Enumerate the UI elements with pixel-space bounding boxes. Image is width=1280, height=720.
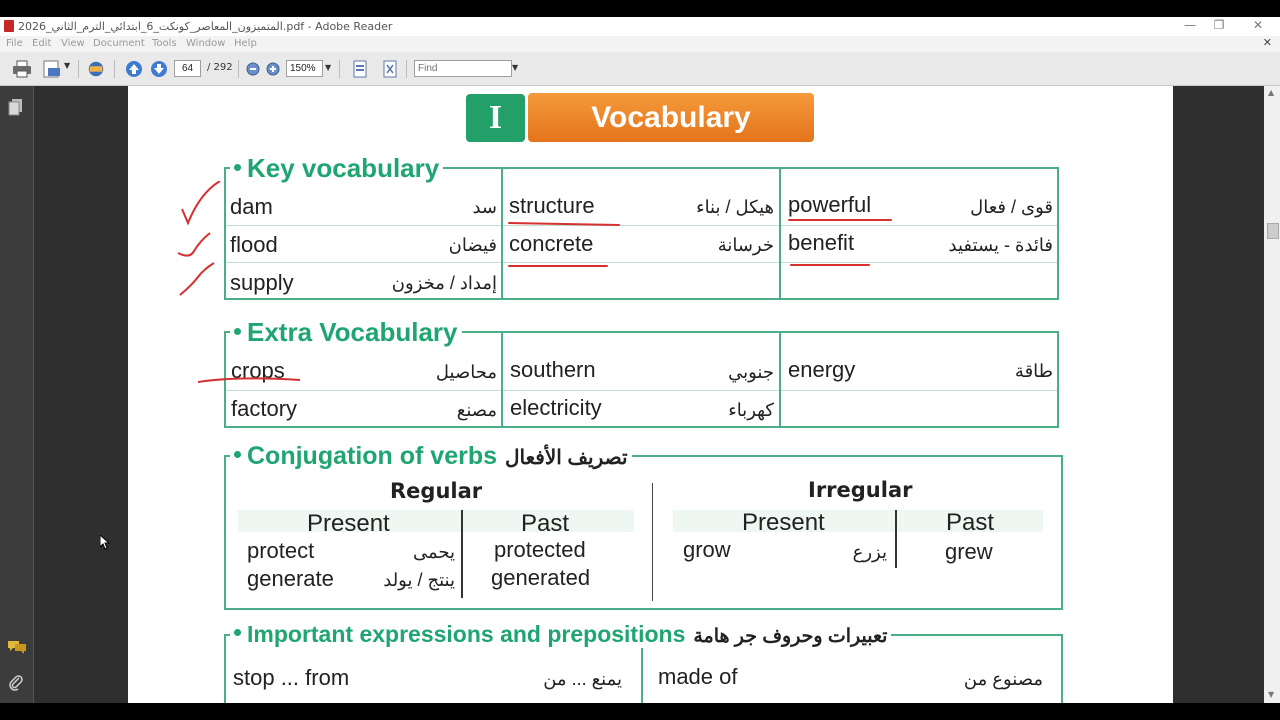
print-icon[interactable] bbox=[12, 59, 32, 79]
toolbar-separator bbox=[78, 60, 79, 78]
handwritten-underline bbox=[198, 374, 308, 388]
verb-past: generated bbox=[491, 565, 591, 590]
close-document-button[interactable]: ✕ bbox=[1262, 36, 1272, 49]
verb-translation: يحمى bbox=[412, 542, 455, 562]
zoom-level-input[interactable] bbox=[286, 60, 323, 77]
vocab-word: concrete bbox=[509, 231, 594, 256]
bullet-dot bbox=[234, 164, 241, 171]
expression: stop ... from bbox=[233, 665, 350, 690]
handwritten-underline bbox=[788, 219, 892, 221]
vocab-translation: كهرباء bbox=[728, 400, 774, 420]
verb-past: grew bbox=[945, 539, 993, 564]
save-icon[interactable] bbox=[42, 59, 62, 79]
vocab-translation: طاقة bbox=[1014, 361, 1053, 381]
verb-past: protected bbox=[494, 537, 586, 562]
conjugation-title bbox=[230, 442, 632, 471]
irregular-header: Irregular bbox=[808, 478, 913, 502]
extra-vocabulary-title bbox=[230, 317, 462, 348]
vocab-word: crops bbox=[231, 358, 285, 383]
comments-icon[interactable] bbox=[7, 639, 27, 659]
pdf-page bbox=[128, 86, 1173, 703]
menu-document[interactable]: Document bbox=[93, 38, 145, 49]
expression-translation: يمنع ... من bbox=[543, 669, 622, 689]
column-divider bbox=[779, 167, 781, 300]
collaborate-icon[interactable] bbox=[86, 59, 106, 79]
attachments-icon[interactable] bbox=[8, 674, 24, 696]
verb-present: protect bbox=[247, 538, 315, 563]
bullet-dot bbox=[234, 629, 241, 636]
vocab-word: structure bbox=[509, 193, 595, 218]
next-page-icon[interactable] bbox=[149, 59, 169, 79]
column-divider bbox=[501, 331, 503, 428]
scrollbar-thumb[interactable] bbox=[1267, 223, 1279, 239]
zoom-out-icon[interactable] bbox=[243, 59, 263, 79]
row-divider bbox=[226, 262, 1057, 263]
expression: made of bbox=[658, 664, 738, 689]
key-vocabulary-title-text: Key vocabulary bbox=[247, 153, 440, 183]
vocab-translation: إمداد / مخزون bbox=[391, 273, 497, 293]
row-divider bbox=[226, 390, 1057, 391]
column-divider bbox=[779, 331, 781, 428]
menu-help[interactable]: Help bbox=[234, 38, 257, 49]
vocab-translation: سد bbox=[472, 197, 497, 217]
page-number-input[interactable] bbox=[174, 60, 201, 77]
handwritten-underline bbox=[790, 264, 870, 266]
conjugation-title-arabic: تصريف الأفعال bbox=[505, 447, 628, 469]
verb-present: generate bbox=[247, 566, 334, 591]
toolbar-separator bbox=[114, 60, 115, 78]
bullet-dot bbox=[234, 451, 241, 458]
bottom-black-bar bbox=[0, 703, 1280, 720]
vocab-word: dam bbox=[230, 194, 273, 219]
fit-width-icon[interactable] bbox=[350, 59, 370, 79]
previous-page-icon[interactable] bbox=[124, 59, 144, 79]
vocab-translation: جنوبي bbox=[728, 362, 774, 382]
menu-edit[interactable]: Edit bbox=[32, 38, 52, 49]
zoom-in-icon[interactable] bbox=[263, 59, 283, 79]
scroll-down-icon[interactable]: ▼ bbox=[1268, 690, 1275, 699]
vocab-translation: محاصيل bbox=[435, 362, 497, 382]
column-divider bbox=[501, 167, 503, 300]
vocab-translation: فائدة - يستفيد bbox=[948, 235, 1053, 255]
vocab-translation: فيضان bbox=[448, 235, 497, 255]
vocab-word: benefit bbox=[788, 230, 855, 255]
past-header: Past bbox=[521, 510, 570, 537]
verb-present: grow bbox=[683, 537, 731, 562]
section-number-badge bbox=[466, 94, 525, 142]
key-vocabulary-box bbox=[224, 167, 1059, 300]
vocab-word: powerful bbox=[788, 192, 872, 217]
row-divider bbox=[226, 225, 1057, 226]
fit-page-icon[interactable] bbox=[380, 59, 400, 79]
find-input[interactable] bbox=[414, 60, 512, 77]
handwritten-underline bbox=[508, 265, 608, 267]
extra-vocabulary-title-text: Extra Vocabulary bbox=[247, 317, 458, 347]
section-title-banner bbox=[528, 93, 814, 142]
vocab-word: flood bbox=[230, 232, 278, 257]
toolbar-separator bbox=[238, 60, 239, 78]
document-area[interactable] bbox=[34, 86, 1264, 703]
mouse-cursor-icon bbox=[100, 535, 110, 550]
vocab-word: southern bbox=[510, 357, 596, 382]
vocab-translation: هيكل / بناء bbox=[696, 197, 774, 217]
conjugation-title-text: Conjugation of verbs bbox=[247, 442, 497, 470]
zoom-dropdown-icon[interactable]: ▼ bbox=[325, 63, 332, 72]
vocab-word: factory bbox=[231, 396, 298, 421]
vocab-translation: قوى / فعال bbox=[970, 197, 1053, 217]
window-title: المتميزون_المعاصر_كونكت_6_ابتدائي_الترم_الثاني_2026.pdf - Adobe Reader bbox=[18, 20, 393, 33]
regular-header: Regular bbox=[390, 479, 483, 503]
navigation-panel bbox=[0, 86, 34, 703]
pages-panel-icon[interactable] bbox=[8, 98, 24, 120]
column-divider bbox=[895, 510, 897, 568]
expressions-title bbox=[230, 621, 891, 648]
vocab-translation: خرسانة bbox=[717, 235, 774, 255]
column-divider bbox=[652, 483, 653, 601]
section-title: Vocabulary bbox=[591, 100, 751, 134]
present-header: Present bbox=[307, 510, 390, 537]
minimize-button[interactable]: — bbox=[1184, 18, 1196, 32]
verb-translation: ينتج / يولد bbox=[383, 570, 455, 590]
menu-file[interactable]: File bbox=[6, 38, 23, 49]
menu-view[interactable]: View bbox=[61, 38, 85, 49]
expressions-title-arabic: تعبيرات وحروف جر هامة bbox=[693, 626, 888, 647]
vocab-word: supply bbox=[230, 270, 294, 295]
column-divider bbox=[461, 510, 463, 598]
regular-band bbox=[238, 510, 634, 532]
close-window-button[interactable]: ✕ bbox=[1252, 18, 1264, 32]
menu-tools[interactable]: Tools bbox=[152, 38, 177, 49]
toolbar bbox=[0, 52, 1280, 86]
top-black-bar bbox=[0, 0, 1280, 17]
find-dropdown-icon[interactable]: ▼ bbox=[512, 63, 519, 72]
pdf-file-icon bbox=[4, 20, 14, 32]
handwritten-checkmarks bbox=[174, 181, 234, 301]
section-number: I bbox=[488, 99, 503, 136]
restore-button[interactable]: ❐ bbox=[1213, 18, 1225, 32]
toolbar-separator bbox=[339, 60, 340, 78]
vocab-translation: مصنع bbox=[456, 400, 497, 420]
bullet-dot bbox=[234, 328, 241, 335]
title-bar bbox=[0, 17, 1280, 36]
menu-bar bbox=[0, 36, 1280, 52]
vocab-word: electricity bbox=[510, 395, 602, 420]
expressions-title-text: Important expressions and prepositions bbox=[247, 621, 686, 647]
verb-translation: يزرع bbox=[852, 542, 887, 562]
present-header: Present bbox=[742, 509, 825, 536]
past-header: Past bbox=[946, 509, 995, 536]
menu-window[interactable]: Window bbox=[186, 38, 226, 49]
dropdown-arrow-icon[interactable]: ▼ bbox=[64, 61, 71, 70]
toolbar-separator bbox=[406, 60, 407, 78]
page-total: / 292 bbox=[207, 62, 233, 73]
scroll-up-icon[interactable]: ▲ bbox=[1268, 88, 1275, 97]
expression-translation: مصنوع من bbox=[963, 669, 1043, 689]
key-vocabulary-title bbox=[230, 153, 443, 184]
vertical-scrollbar[interactable] bbox=[1264, 86, 1280, 703]
vocab-word: energy bbox=[788, 357, 856, 382]
